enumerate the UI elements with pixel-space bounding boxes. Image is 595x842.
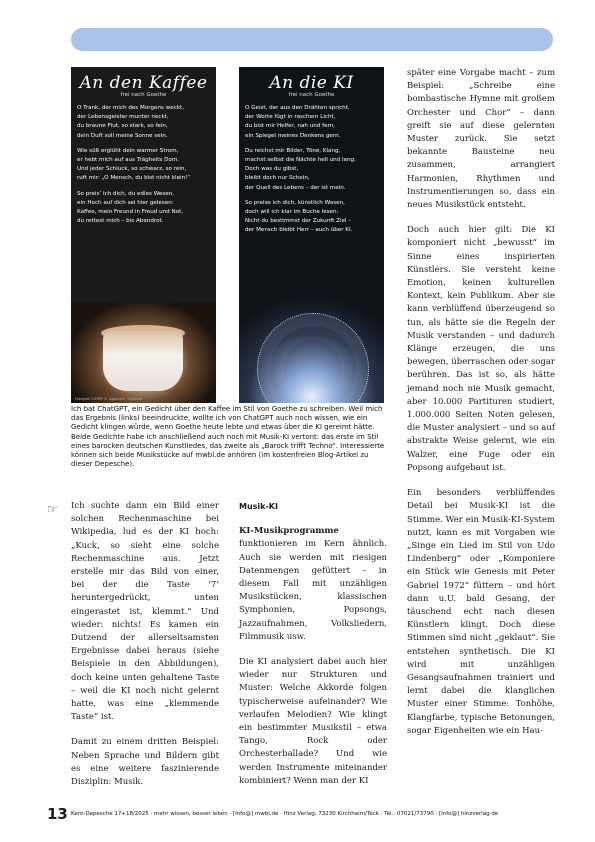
paragraph: Doch auch hier gilt: Die KI komponiert nicht „bewusst“ im Sinne eines inspirierten Künstlers. Sie versteht keine Emotion, keinen kulturellen Kontext, kein Publikum. Aber sie kann verblüffend überzeugend so tun, als hätte sie die Regeln der Musik verstanden – und dadurch Klänge erzeugen, die uns bewegen, überraschen oder sogar berühren. Das ist so, als hätte jemand noch nie Musik gemacht, aber 10.000 Partituren studiert, 1.000.000 Seiten Noten gelesen, die Muster analysiert – und so auf abstrakte Weise gelernt, wie ein Walzer, eine Fuge oder ein Popsong aufgebaut ist. bbox=[407, 225, 555, 473]
paragraph: Ein besonders verblüffendes Detail bei Musik-KI ist die Stimme. Wer ein Musik-KI-System nutzt, kann es mit Vorgaben wie „Singe ein Lied im Stil von Udo Lindenberg“ oder „Komponiere ein Stück wie Genesis mit Peter Gabriel 1972“ füttern – und hört dann u.U. bald Gesang, der täuschend echt nach diesen Künstlern klingt. Doch diese Stimmen sind nicht „geklaut“. Sie entstehen synthetisch. Die KI wird mit unzähligen Gesangsaufnahmen trainiert und lernt dabei die klanglichen Muster einer Stimme: Tonhöhe, Klangfarbe, typische Betonungen, sogar Eigenheiten wie ein Hau- bbox=[407, 488, 555, 736]
coffee-cup-image bbox=[71, 303, 216, 403]
paragraph: Damit zu einem dritten Beispiel: Neben Sprache und Bildern gibt es eine weitere faszinierende Disziplin: Musik. bbox=[71, 737, 219, 788]
image-credit: Fotograf: 123RF © pugunchi, Thailand bbox=[75, 397, 143, 401]
paragraph: Die KI analysiert dabei auch hier wieder nur Strukturen und Muster: Welche Akkorde folgen typischerweise aufeinander? Wie verlaufen Melodien? Wie klingt ein bestimmter Musikstil – etwa Tango, Rock oder Orchesterballade? Und wie werden Instrumente miteinander kombiniert? Wenn man der KI bbox=[239, 657, 387, 786]
poem-stanza: So preis’ ich dich, du edles Wesen, ein Hoch auf dich sei hier gelesen: Kaffee, mein Freund in Freud und Not, du rettest mich – bis Abendrot. bbox=[77, 190, 184, 225]
poem-title: An den Kaffee bbox=[79, 73, 208, 93]
header-bar bbox=[71, 28, 553, 51]
poem-stanza: So preise ich dich, künstlich Wesen, doch will ich klar im Buche lesen: Nicht du bestimmst der Zukunft Ziel – der Mensch bleibt Herr – auch über KI. bbox=[245, 199, 353, 234]
poem-stanza: O Geist, der aus den Drähten spricht, der Worte fügt in raschem Licht, du bist mir Helfer, nah und fern, ein Spiegel meines Denkens gern. bbox=[245, 105, 350, 139]
poem-panel-coffee bbox=[71, 67, 216, 403]
image-caption: Ich bat ChatGPT, ein Gedicht über den Kaffee im Stil von Goethe zu schreiben. Weil mich das Ergebnis (links) beeindruckte, wollte ich von ChatGPT auch noch wissen, wie ein Gedicht klingen würde, wenn Goethe heute lebte und etwas über die KI gereimt hätte. Beide Gedichte habe ich anschließend auch noch mit Musik-KI vertont: das erste im Stil eines barocken deutschen Kunstliedes, das zweite als „Barock trifft Techno“. Interessierte können sich beide Musikstücke auf mwbl.de anhören (im kostenfreien Blog-Artikel zu dieser Depesche). bbox=[71, 405, 385, 469]
article-column-middle bbox=[239, 500, 387, 800]
paragraph: Ich suchte dann ein Bild einer solchen Rechenmaschine bei Wikipedia, lud es der KI hoch: „Kuck, so sieht eine solche Rechenmaschine aus. Jetzt erstelle mir das Bild von einer, bei der die Taste ‘7’ heruntergedrückt, unten eingerastet ist, klemmt.“ Und wieder: nichts! Es kamen ein Dutzend der allerseltsamsten Ergebnisse dabei heraus (siehe Beispiele in den Abbildungen), doch keine unten gehaltene Taste – weil die KI noch nicht gelernt hatte, was eine „klemmende Taste“ ist. bbox=[71, 501, 219, 723]
poem-stanza: Wie süß erglüht dein warmer Strom, er hebt mich auf aus Trägheits Dom. Und jeder Schluck, so schwarz, so rein, ruft mir: „O Mensch, du bist nicht klein!“ bbox=[77, 147, 191, 182]
poem-stanza: O Trank, der mich des Morgens weckt, der Lebensgeister munter neckt, du braune Flut, so stark, so fein, dein Duft soll meine Sonne sein. bbox=[77, 105, 184, 139]
footer-text: Kent-Depesche 17+18/2025 · mehr wissen, besser leben · [Info@] mwbl.de · Hinz Verlag, 73230 Kirchheim/Teck · Tel.: 07021/73790 · [Info@] hinzverlag.de bbox=[71, 811, 499, 817]
poem-subtitle: frei nach Goethe bbox=[288, 92, 335, 98]
hand-pointer-icon: ☞ bbox=[47, 502, 58, 516]
poem-subtitle: frei nach Goethe bbox=[120, 92, 167, 98]
lead-term: KI-Musikprogramme bbox=[239, 526, 339, 537]
paragraph: KI-Musikprogramme funktionieren im Kern ähnlich. Auch sie werden mit riesigen Datenmengen gefüttert – in diesem Fall mit unzähligen Musikstücken, klassischen Symphonien, Popsongs, Jazzaufnahmen, Volksliedern, Filmmusik usw. bbox=[239, 526, 387, 642]
poem-panel-ai bbox=[239, 67, 384, 403]
article-column-left bbox=[71, 500, 219, 801]
digital-globe-image bbox=[239, 293, 384, 403]
poem-title: An die KI bbox=[269, 73, 354, 93]
page-footer bbox=[0, 805, 595, 825]
page-number: 13 bbox=[47, 805, 68, 823]
poem-stanza: Du reichst mir Bilder, Töne, Klang, machst selbst die Nächte hell und lang. Doch was du gibst, bleibt doch nur Schein, der Quell des Lebens – der ist mein. bbox=[245, 147, 356, 191]
section-heading: Musik-KI bbox=[239, 502, 278, 511]
article-column-right bbox=[407, 67, 555, 750]
paragraph: später eine Vorgabe macht – zum Beispiel: „Schreibe eine bombastische Hymne mit großem Orchester und Chor“ – dann greift sie auf diese gelernten Muster zurück. Sie setzt bekannte Bausteine neu zusammen, arrangiert Harmonien, Rhythmen und Instrumentierungen so, dass ein neues Musikstück entsteht. bbox=[407, 68, 555, 211]
